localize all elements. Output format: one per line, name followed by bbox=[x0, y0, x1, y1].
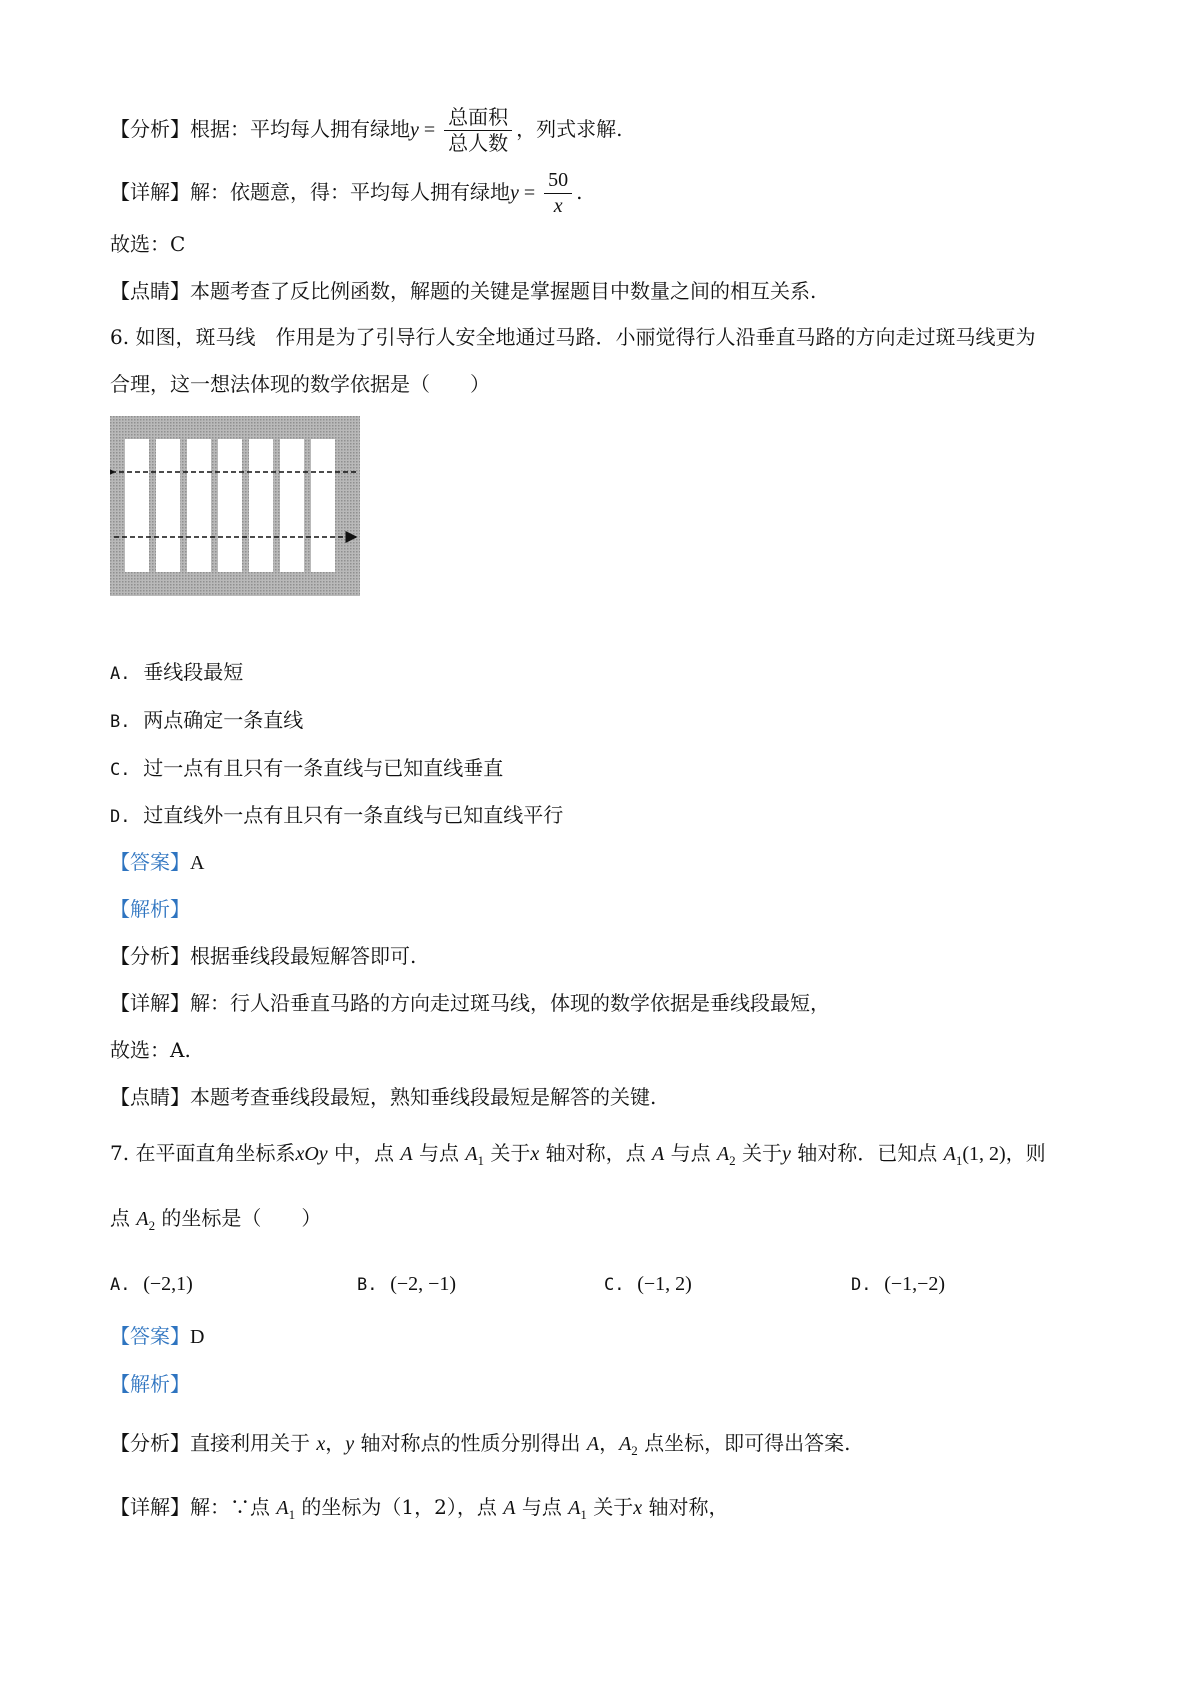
q7-analysis bbox=[110, 1429, 851, 1465]
stem-text: 7. 在平面直角坐标系 bbox=[110, 1141, 296, 1165]
analysis-text: 轴对称点的性质分别得出 bbox=[354, 1431, 587, 1455]
stripe bbox=[249, 439, 273, 572]
detail-text: 关于 bbox=[586, 1495, 634, 1519]
option-text: 垂线段最短 bbox=[143, 660, 244, 684]
stripe bbox=[125, 439, 149, 572]
stripe bbox=[280, 439, 304, 572]
subscript: 2 bbox=[631, 1443, 638, 1458]
option-letter: B. bbox=[357, 1275, 378, 1295]
point-a2 bbox=[136, 1208, 156, 1233]
q5-detail bbox=[110, 168, 583, 219]
var-y: y bbox=[510, 182, 519, 204]
subscript: 1 bbox=[580, 1507, 587, 1522]
stem-text: 与点 bbox=[664, 1141, 717, 1165]
q6-option-d bbox=[110, 801, 563, 831]
var-x: x bbox=[530, 1143, 540, 1165]
option-text: (−1, 2) bbox=[637, 1273, 692, 1295]
fraction-denominator: x bbox=[553, 195, 563, 217]
point-a: A bbox=[400, 1143, 413, 1165]
analysis-text: ， bbox=[325, 1431, 346, 1455]
q7-answer bbox=[110, 1322, 204, 1351]
fraction-area-over-people bbox=[444, 105, 512, 156]
q5-analysis-text: 【分析】根据：平均每人拥有绿地 bbox=[110, 117, 410, 141]
q7-stem-line2 bbox=[110, 1204, 321, 1240]
q6-choice: 故选：A. bbox=[110, 1038, 191, 1062]
stem-text: 轴对称，点 bbox=[539, 1141, 652, 1165]
equals-sign: = bbox=[518, 182, 541, 204]
q7-option-a bbox=[110, 1269, 193, 1299]
point-a2 bbox=[619, 1433, 638, 1458]
stem-text: 与点 bbox=[412, 1141, 466, 1165]
point-a1 bbox=[276, 1497, 296, 1522]
option-letter: A. bbox=[110, 1275, 131, 1295]
point-a1 bbox=[943, 1143, 963, 1168]
option-text: 两点确定一条直线 bbox=[143, 708, 304, 732]
point-a2 bbox=[716, 1143, 736, 1168]
stem-text: 关于 bbox=[484, 1141, 531, 1165]
stem-text: 轴对称．已知点 bbox=[790, 1141, 944, 1165]
fraction-denominator: 总人数 bbox=[448, 131, 509, 155]
q5-detail-suffix: . bbox=[576, 180, 583, 204]
point-letter: A bbox=[568, 1497, 581, 1519]
option-letter: D. bbox=[851, 1275, 872, 1295]
option-text: (−1,−2) bbox=[884, 1273, 946, 1295]
q7-jiexi-tag: 【解析】 bbox=[110, 1372, 190, 1396]
q5-analysis-suffix: ，列式求解. bbox=[516, 117, 623, 141]
analysis-text: ， bbox=[599, 1431, 620, 1455]
point-a1 bbox=[465, 1143, 485, 1168]
stripe bbox=[187, 439, 211, 572]
q5-analysis bbox=[110, 105, 623, 156]
q6-stem-line2: 合理，这一想法体现的数学依据是（ ） bbox=[110, 372, 490, 396]
q5-choice: 故选：C bbox=[110, 232, 186, 256]
analysis-text: 【分析】直接利用关于 bbox=[110, 1431, 317, 1455]
q6-option-c bbox=[110, 754, 503, 784]
point-letter: A bbox=[943, 1143, 956, 1165]
option-text: (−2,1) bbox=[143, 1273, 193, 1295]
option-letter: B. bbox=[110, 712, 131, 732]
point-a1 bbox=[568, 1497, 587, 1522]
point-letter: A bbox=[619, 1433, 632, 1455]
analysis-text: 点坐标，即可得出答案. bbox=[637, 1431, 851, 1455]
q7-option-d bbox=[851, 1269, 945, 1299]
zebra-stripes bbox=[125, 439, 335, 572]
answer-tag: 【答案】 bbox=[110, 850, 190, 874]
stem-text: 的坐标是（ ） bbox=[155, 1206, 322, 1230]
equals-sign: = bbox=[418, 119, 441, 141]
q6-analysis: 【分析】根据垂线段最短解答即可. bbox=[110, 944, 417, 968]
option-text: (−2, −1) bbox=[390, 1273, 457, 1295]
var-y: y bbox=[410, 119, 419, 141]
q6-option-a bbox=[110, 658, 243, 688]
stem-text: 中，点 bbox=[327, 1141, 401, 1165]
q6-option-b bbox=[110, 706, 303, 736]
fraction-50-over-x bbox=[544, 168, 572, 219]
point-letter: A bbox=[136, 1208, 149, 1230]
stripe bbox=[311, 439, 335, 572]
subscript: 1 bbox=[288, 1507, 296, 1522]
option-letter: D. bbox=[110, 807, 131, 827]
q6-detail: 【详解】解：行人沿垂直马路的方向走过斑马线，体现的数学依据是垂线段最短， bbox=[110, 991, 830, 1015]
detail-text: 轴对称， bbox=[642, 1495, 729, 1519]
var-y: y bbox=[345, 1433, 355, 1455]
stem-text: 关于 bbox=[735, 1141, 783, 1165]
var-y: y bbox=[782, 1143, 791, 1165]
coordinate: (1, 2) bbox=[962, 1143, 1006, 1165]
answer-value: D bbox=[190, 1326, 205, 1348]
detail-text: 【详解】解：∵点 bbox=[110, 1495, 277, 1519]
option-text: 过一点有且只有一条直线与已知直线垂直 bbox=[143, 756, 504, 780]
point-letter: A bbox=[465, 1143, 478, 1165]
subscript: 1 bbox=[477, 1153, 485, 1168]
q5-detail-text: 【详解】解：依题意，得：平均每人拥有绿地 bbox=[110, 180, 510, 204]
q6-answer bbox=[110, 848, 204, 877]
option-letter: A. bbox=[110, 664, 131, 684]
detail-text: 与点 bbox=[515, 1495, 569, 1519]
stem-text: ，则 bbox=[1005, 1141, 1046, 1165]
answer-tag: 【答案】 bbox=[110, 1324, 190, 1348]
fraction-numerator: 总面积 bbox=[444, 105, 512, 131]
zebra-crossing-figure bbox=[110, 416, 360, 596]
option-letter: C. bbox=[604, 1275, 625, 1295]
subscript: 2 bbox=[148, 1218, 156, 1233]
stem-text: 点 bbox=[110, 1206, 137, 1230]
q6-jiexi-tag: 【解析】 bbox=[110, 897, 190, 921]
subscript: 2 bbox=[729, 1153, 736, 1168]
point-letter: A bbox=[716, 1143, 730, 1165]
q6-comment: 【点睛】本题考查垂线段最短，熟知垂线段最短是解答的关键. bbox=[110, 1085, 657, 1109]
coord-system-xoy: xOy bbox=[295, 1143, 328, 1165]
var-x: x bbox=[633, 1497, 643, 1519]
q7-option-b bbox=[357, 1269, 456, 1299]
var-x: x bbox=[316, 1433, 326, 1455]
q5-comment: 【点睛】本题考查了反比例函数，解题的关键是掌握题目中数量之间的相互关系. bbox=[110, 279, 817, 303]
answer-value: A bbox=[190, 852, 205, 874]
q6-stem-line1: 6. 如图，斑马线 作用是为了引导行人安全地通过马路．小丽觉得行人沿垂直马路的方向走过斑马线更为 bbox=[110, 325, 1036, 349]
detail-text: 的坐标为（1，2），点 bbox=[295, 1495, 504, 1519]
q7-option-c bbox=[604, 1269, 692, 1299]
fraction-numerator: 50 bbox=[544, 168, 572, 194]
option-letter: C. bbox=[110, 760, 131, 780]
stripe bbox=[218, 439, 242, 572]
stripe bbox=[156, 439, 180, 572]
point-a: A bbox=[652, 1143, 665, 1165]
q7-stem-line1 bbox=[110, 1139, 1046, 1175]
point-a: A bbox=[503, 1497, 516, 1519]
option-text: 过直线外一点有且只有一条直线与已知直线平行 bbox=[143, 803, 564, 827]
q7-detail bbox=[110, 1493, 729, 1529]
point-letter: A bbox=[276, 1497, 289, 1519]
subscript: 1 bbox=[955, 1153, 963, 1168]
point-a: A bbox=[586, 1433, 600, 1455]
